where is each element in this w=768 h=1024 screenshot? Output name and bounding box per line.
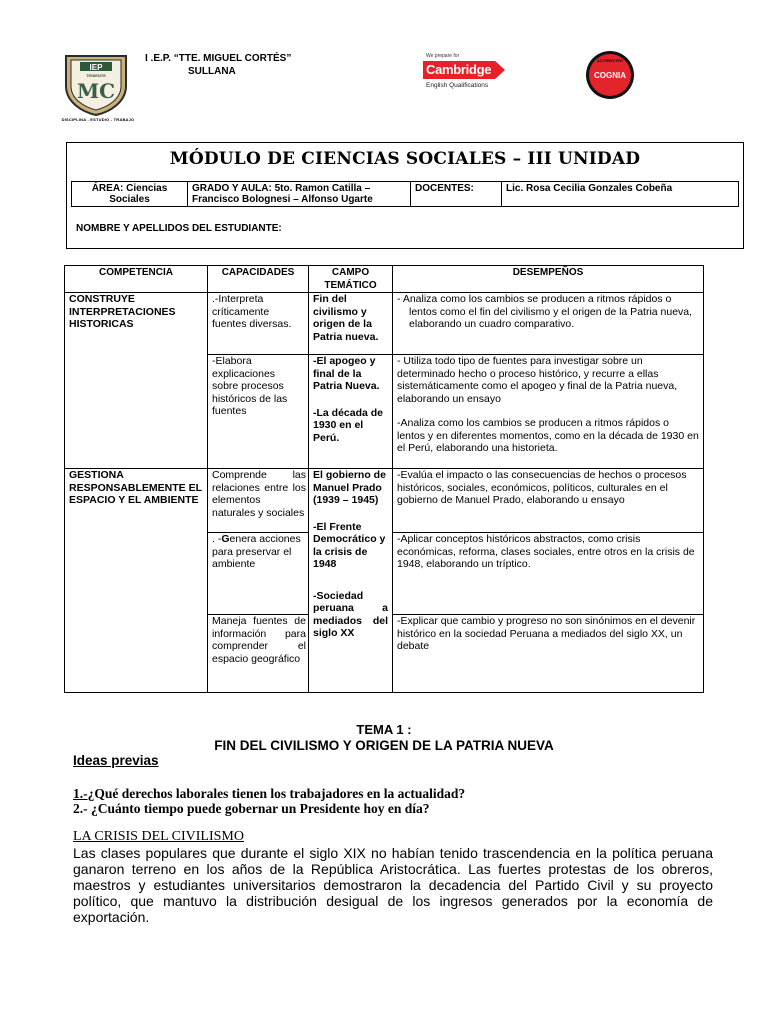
cambridge-small-text: We prepare for [426, 53, 460, 59]
capacidad-4-rest: enera acciones para preservar el ambiente [212, 533, 301, 570]
desempeno-4: -Evalúa el impacto o las consecuencias de hechos o procesos históricos, sociales, económicos, políticos, culturales en el gobierno de Manuel Prado, elaborando u ensayo [393, 469, 704, 533]
capacidad-4-pre: . - [212, 533, 222, 545]
campo-5: -El Frente Democrático y la crisis de 1948 [313, 520, 386, 570]
school-name: I .E.P. “TTE. MIGUEL CORTÉS” [145, 53, 292, 64]
header-campo: CAMPO TEMÁTICO [309, 266, 393, 293]
area-cell: ÁREA: Ciencias Sociales [72, 182, 188, 207]
capacidad-4 [208, 533, 309, 615]
campo-1: Fin del civilismo y origen de la Patria nueva. [309, 293, 393, 355]
seal-text: COGNIA [594, 71, 626, 80]
grado-cell: GRADO Y AULA: 5to. Ramon Catilla – Francisco Bolognesi – Alfonso Ugarte [188, 182, 411, 207]
campo-2-3 [309, 355, 393, 469]
header-desempenos: DESEMPEÑOS [393, 266, 704, 293]
competency-table [64, 265, 704, 693]
desempeno-2-3 [393, 355, 704, 469]
campo-3: -La década de 1930 en el Perú. [313, 406, 384, 444]
school-logo [60, 52, 132, 116]
ideas-previas: Ideas previas [73, 753, 159, 768]
capacidad-5: Maneja fuentes de información para comprender el espacio geográfico [208, 615, 309, 693]
capacidad-1: .-Interpreta críticamente fuentes diversas. [208, 293, 309, 355]
cambridge-logo [423, 52, 505, 94]
cognia-seal [585, 50, 635, 100]
tema-heading: TEMA 1 : [356, 722, 412, 737]
desempeno-1 [393, 293, 704, 355]
desempeno-2: - Utiliza todo tipo de fuentes para investigar sobre un determinado hecho o proceso histórico, y recurre a ellas sistemáticamente como el apogeo y final de la Patria nueva, elaborando un ensayo [397, 355, 678, 405]
logo-sub-text: TENIENTE [86, 73, 106, 78]
module-info-table [71, 181, 739, 207]
campo-4-6 [309, 469, 393, 693]
student-name-label: NOMBRE Y APELLIDOS DEL ESTUDIANTE: [76, 223, 282, 234]
seal-top-text: ACCREDITED [596, 58, 624, 63]
school-city: SULLANA [188, 66, 236, 77]
module-box [66, 142, 744, 249]
capacidad-3: Comprende las relaciones entre los elementos naturales y sociales [208, 469, 309, 533]
docentes-label: DOCENTES: [411, 182, 502, 207]
capacidad-4-bold: G [221, 533, 230, 545]
cambridge-sub-text: English Qualifications [426, 82, 489, 89]
cambridge-word: Cambridge [426, 62, 492, 77]
competencia-1: CONSTRUYE INTERPRETACIONES HISTORICAS [65, 293, 208, 469]
capacidad-2: -Elabora explicaciones sobre procesos históricos de las fuentes [208, 355, 309, 469]
logo-iep-text: IEP [89, 63, 103, 72]
campo-4: El gobierno de Manuel Prado (1939 – 1945) [313, 469, 386, 506]
campo-6: -Sociedad peruana a mediados del siglo XX [313, 589, 388, 639]
header-capacidades: CAPACIDADES [208, 266, 309, 293]
header-competencia: COMPETENCIA [65, 266, 208, 293]
desempeno-3: -Analiza como los cambios se producen a ritmos rápidos o lentos y en diferentes momentos, como en la década de 1930 en el Perú, elaborando una historieta. [397, 417, 699, 454]
docente-name: Lic. Rosa Cecilia Gonzales Cobeña [502, 182, 739, 207]
module-title: MÓDULO DE CIENCIAS SOCIALES – III UNIDAD [169, 149, 641, 169]
question-1 [73, 786, 465, 802]
question-2: 2.- ¿Cuánto tiempo puede gobernar un Presidente hoy en día? [73, 801, 430, 816]
tema-title: FIN DEL CIVILISMO Y ORIGEN DE LA PATRIA NUEVA [214, 738, 554, 753]
section-heading: LA CRISIS DEL CIVILISMO [73, 829, 244, 844]
question-1-number: 1.- [73, 786, 88, 801]
logo-monogram: MC [76, 79, 116, 103]
campo-2: -El apogeo y final de la Patria Nueva. [313, 355, 380, 392]
desempeno-6: -Explicar que cambio y progreso no son sinónimos en el devenir histórico en la sociedad Peruana a mediados del siglo XX, un debate [393, 615, 704, 693]
body-paragraph: Las clases populares que durante el siglo XIX no habían tenido trascendencia en la política peruana ganaron terreno en los años de la República Aristocrática. Las fuertes protestas de los obreros, maestros y estudiantes universitarios demostraron la decadencia del Partido Civil y su proyecto político, que mantuvo la distribución desigual de los ingresos generados por la economía de exportación. [73, 845, 713, 925]
question-1-text: ¿Qué derechos laborales tienen los trabajadores en la actualidad? [87, 786, 466, 801]
desempeno-1-text: - Analiza como los cambios se producen a ritmos rápidos o lentos como el fin del civilismo y el origen de la Patria nueva, elaborando un cuadro comparativo. [397, 293, 693, 330]
desempeno-5: -Aplicar conceptos históricos abstractos, como crisis económicas, reforma, clases sociales, entre otros en la crisis de 1948, elaborando un tríptico. [393, 533, 704, 615]
school-motto: DISCIPLINA - ESTUDIO - TRABAJO [61, 117, 135, 122]
competencia-2: GESTIONA RESPONSABLEMENTE EL ESPACIO Y EL AMBIENTE [65, 469, 208, 693]
